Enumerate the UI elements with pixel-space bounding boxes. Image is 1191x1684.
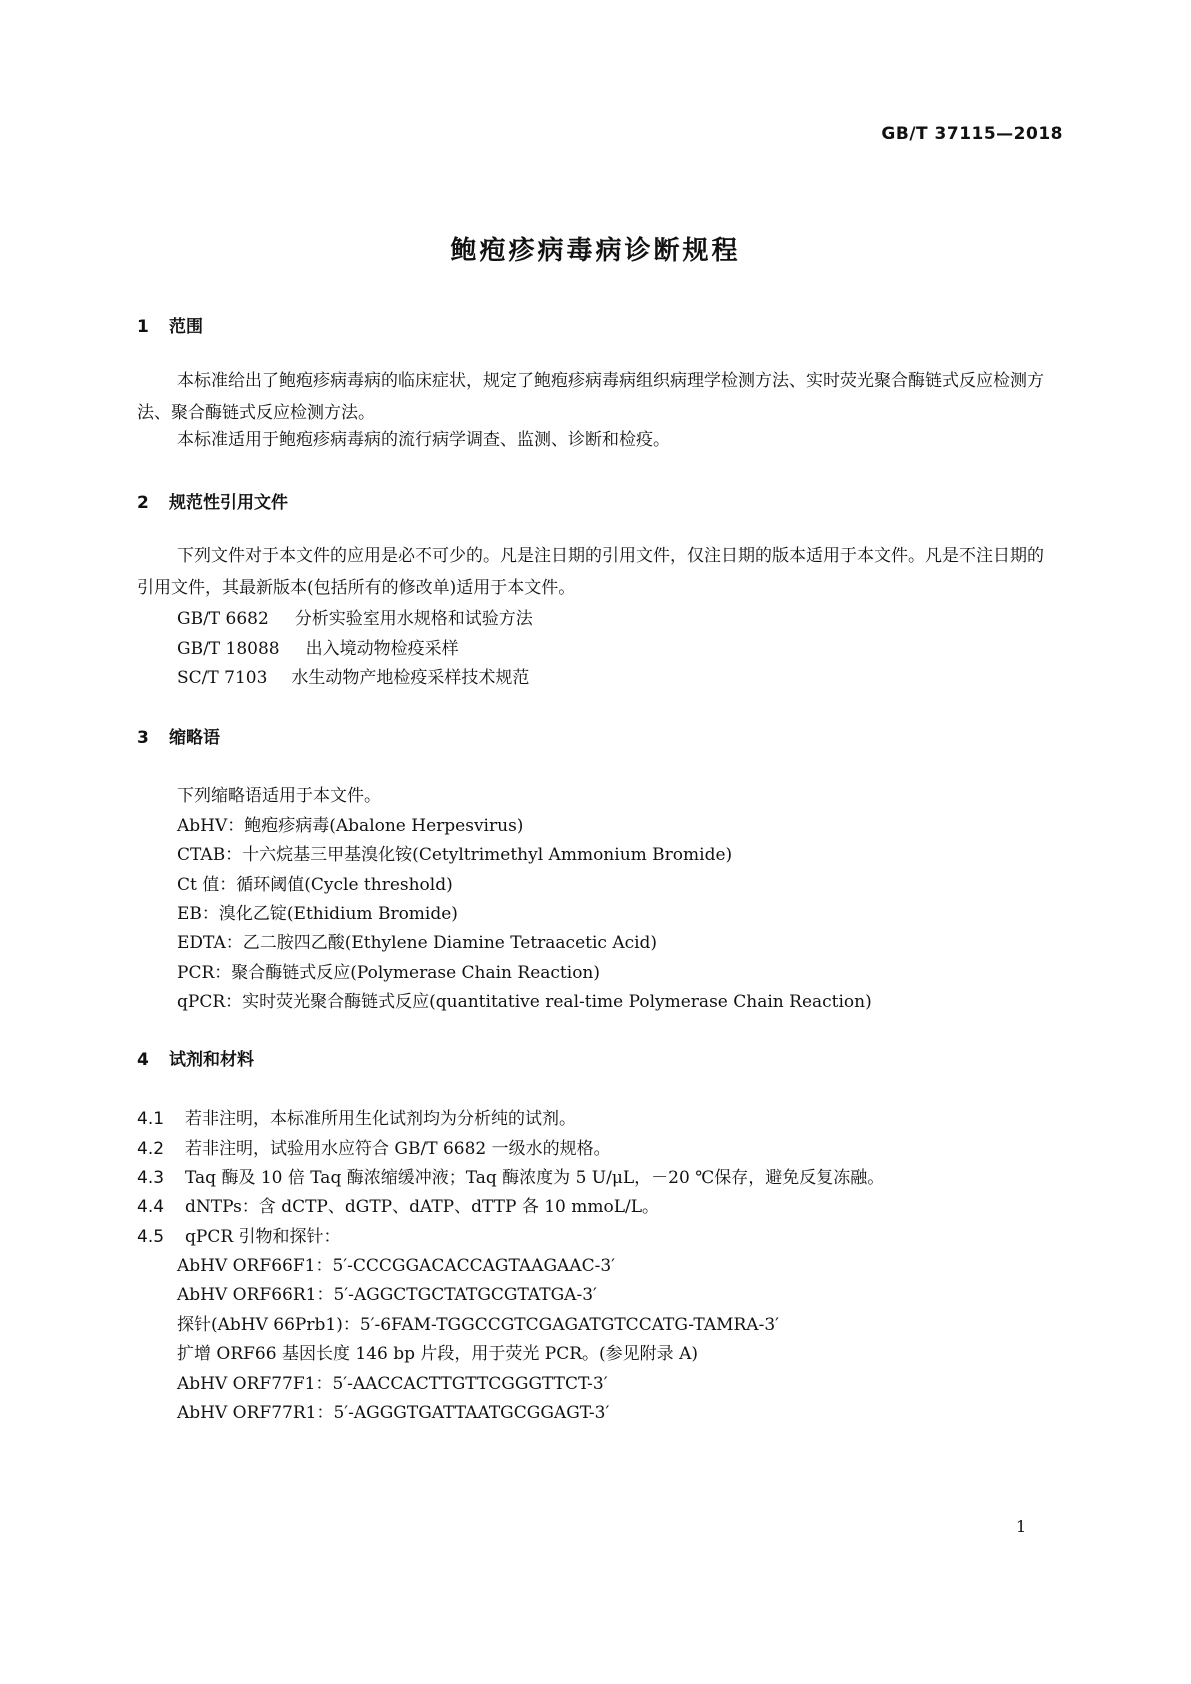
clause-number: 4.2 xyxy=(137,1139,165,1159)
clause-text: 若非注明，试验用水应符合 GB/T 6682 一级水的规格。 xyxy=(185,1139,611,1159)
abbreviation-item: Ct 值：循环阈值(Cycle threshold) xyxy=(177,875,453,895)
section-3-heading xyxy=(137,723,220,748)
clause-text: 若非注明，本标准所用生化试剂均为分析纯的试剂。 xyxy=(185,1109,576,1129)
reference-name: 出入境动物检疫采样 xyxy=(305,639,459,659)
clause-item xyxy=(137,1163,884,1188)
abbreviation-item: CTAB：十六烷基三甲基溴化铵(Cetyltrimethyl Ammonium Bromide) xyxy=(177,845,733,865)
primer-line: AbHV ORF66F1：5′-CCCGGACACCAGTAAGAAC-3′ xyxy=(177,1256,615,1276)
clause-item xyxy=(137,1104,576,1129)
section-1-heading xyxy=(137,312,203,337)
abbreviation-item: EB：溴化乙锭(Ethidium Bromide) xyxy=(177,904,458,924)
document-title: 鲍疱疹病毒病诊断规程 xyxy=(450,236,741,266)
primer-line: 扩增 ORF66 基因长度 146 bp 片段，用于荧光 PCR。(参见附录 A) xyxy=(177,1344,698,1364)
section-number: 4 xyxy=(137,1050,149,1070)
clause-number: 4.5 xyxy=(137,1227,165,1247)
section-2-paragraph: 下列文件对于本文件的应用是必不可少的。凡是注日期的引用文件，仅注日期的版本适用于本文件。凡是不注日期的引用文件，其最新版本(包括所有的修改单)适用于本文件。 xyxy=(137,546,1044,598)
section-title: 缩略语 xyxy=(169,728,220,748)
abbreviation-item: AbHV：鲍疱疹病毒(Abalone Herpesvirus) xyxy=(177,816,524,836)
primer-line: AbHV ORF77F1：5′-AACCACTTGTTCGGGTTCT-3′ xyxy=(177,1374,608,1394)
abbreviation-item: qPCR：实时荧光聚合酶链式反应(quantitative real-time Polymerase Chain Reaction) xyxy=(177,992,872,1012)
reference-name: 分析实验室用水规格和试验方法 xyxy=(294,609,533,629)
reference-item xyxy=(177,634,459,659)
clause-item xyxy=(137,1222,341,1247)
clause-item xyxy=(137,1134,611,1159)
reference-code: GB/T 6682 xyxy=(177,609,269,629)
section-2-heading xyxy=(137,488,288,513)
abbreviation-item: EDTA：乙二胺四乙酸(Ethylene Diamine Tetraacetic Acid) xyxy=(177,933,658,953)
section-4-heading xyxy=(137,1045,254,1070)
primer-line: AbHV ORF77R1：5′-AGGGTGATTAATGCGGAGT-3′ xyxy=(177,1403,610,1423)
clause-number: 4.1 xyxy=(137,1109,165,1129)
clause-text: dNTPs：含 dCTP、dGTP、dATP、dTTP 各 10 mmoL/L。 xyxy=(185,1197,660,1217)
section-number: 2 xyxy=(137,493,149,513)
reference-code: SC/T 7103 xyxy=(177,668,268,688)
section-title: 规范性引用文件 xyxy=(169,493,288,513)
section-number: 3 xyxy=(137,728,149,748)
section-number: 1 xyxy=(137,317,149,337)
reference-code: GB/T 18088 xyxy=(177,639,280,659)
section-title: 试剂和材料 xyxy=(169,1050,254,1070)
section-1-paragraph-1: 本标准给出了鲍疱疹病毒病的临床症状，规定了鲍疱疹病毒病组织病理学检测方法、实时荧光聚合酶链式反应检测方法、聚合酶链式反应检测方法。 xyxy=(137,371,1044,423)
clause-item xyxy=(137,1192,659,1217)
clause-number: 4.4 xyxy=(137,1197,165,1217)
section-title: 范围 xyxy=(169,317,203,337)
abbreviation-item: PCR：聚合酶链式反应(Polymerase Chain Reaction) xyxy=(177,963,601,983)
standard-number: GB/T 37115—2018 xyxy=(881,124,1063,144)
clause-number: 4.3 xyxy=(137,1168,165,1188)
section-1-paragraph-2: 本标准适用于鲍疱疹病毒病的流行病学调查、监测、诊断和检疫。 xyxy=(177,430,670,450)
reference-item xyxy=(177,604,533,629)
clause-text: Taq 酶及 10 倍 Taq 酶浓缩缓冲液；Taq 酶浓度为 5 U/μL，－20 ℃保存，避免反复冻融。 xyxy=(185,1168,885,1188)
reference-item xyxy=(177,663,529,688)
clause-text: qPCR 引物和探针： xyxy=(185,1227,341,1247)
abbreviation-intro: 下列缩略语适用于本文件。 xyxy=(177,786,381,806)
primer-line: AbHV ORF66R1：5′-AGGCTGCTATGCGTATGA-3′ xyxy=(177,1285,597,1305)
reference-name: 水生动物产地检疫采样技术规范 xyxy=(291,668,530,688)
primer-line: 探针(AbHV 66Prb1)：5′-6FAM-TGGCCGTCGAGATGTCCATG-TAMRA-3′ xyxy=(177,1315,780,1335)
page-number: 1 xyxy=(1016,1517,1027,1536)
